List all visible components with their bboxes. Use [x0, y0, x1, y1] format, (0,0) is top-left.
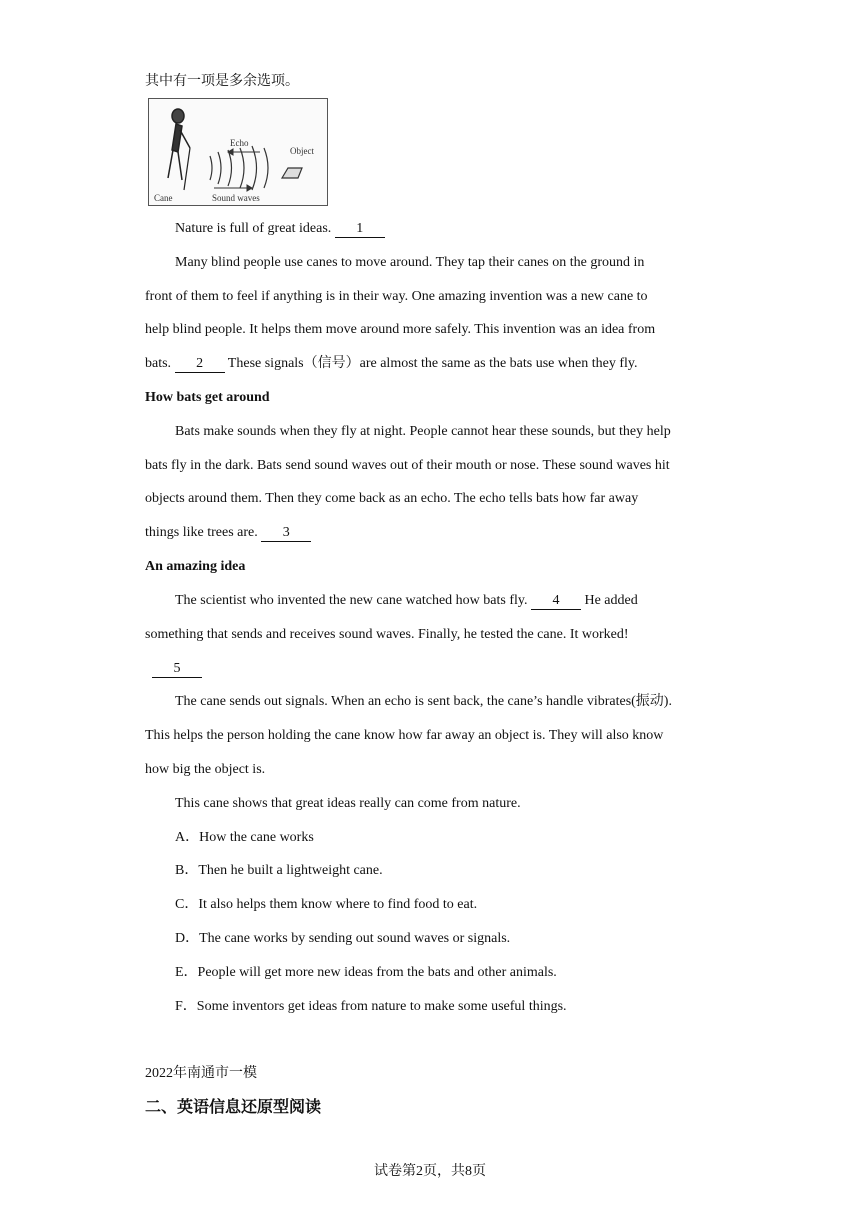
p2-line4 [145, 354, 637, 374]
p2-line4-end: These signals（信号）are almost the same as the bats use when they fly. [224, 356, 638, 371]
option-c: C．It also helps them know where to find food to eat. [175, 897, 478, 912]
blank-4: 4 [531, 593, 581, 610]
bat-cane-illustration [148, 98, 328, 206]
p4-line1-end: He added [580, 593, 638, 608]
option-f: F．Some inventors get ideas from nature to make some useful things. [175, 999, 567, 1014]
heading-how-bats-get-around: How bats get around [145, 390, 270, 405]
p2-line3: help blind people. It helps them move around more safely. This invention was an idea from [145, 322, 656, 337]
p1-text: Nature is full of great ideas. [175, 221, 335, 236]
object-label: Object [290, 146, 314, 156]
option-e: E．People will get more new ideas from the bats and other animals. [175, 965, 557, 980]
option-b: B．Then he built a lightweight cane. [175, 863, 383, 878]
p5-line2: This helps the person holding the cane know how far away an object is. They will also know [145, 728, 664, 743]
p3-line1: Bats make sounds when they fly at night. People cannot hear these sounds, but they help [175, 424, 671, 439]
blank-5-line [152, 659, 202, 679]
p5-line1: The cane sends out signals. When an echo is sent back, the cane’s handle vibrates(振动). [175, 694, 672, 709]
option-d: D．The cane works by sending out sound waves or signals. [175, 931, 511, 946]
intro-line: 其中有一项是多余选项。 [145, 74, 299, 89]
sound-waves-label: Sound waves [212, 193, 260, 203]
echo-label: Echo [230, 138, 249, 148]
blank-1: 1 [335, 221, 385, 238]
paragraph-1 [175, 219, 385, 239]
blank-2: 2 [175, 356, 225, 373]
p3-line4-start: things like trees are. [145, 525, 262, 540]
p4-line2: something that sends and receives sound waves. Finally, he tested the cane. It worked! [145, 627, 629, 642]
p3-line2: bats fly in the dark. Bats send sound waves out of their mouth or nose. These sound waves hit [145, 458, 670, 473]
p4-line1-start: The scientist who invented the new cane watched how bats fly. [175, 593, 531, 608]
p3-line3: objects around them. Then they come back as an echo. The echo tells bats how far away [145, 491, 639, 506]
p2-line1: Many blind people use canes to move around. They tap their canes on the ground in [175, 255, 645, 270]
source-note: 2022年南通市一模 [145, 1066, 257, 1081]
option-a: A．How the cane works [175, 830, 314, 845]
page-footer: 试卷第2页，共8页 [374, 1164, 486, 1179]
blank-3: 3 [261, 525, 311, 542]
cane-label: Cane [154, 193, 173, 203]
blank-5: 5 [152, 661, 202, 678]
p5-line3: how big the object is. [145, 762, 266, 777]
p4-line1 [175, 591, 638, 611]
p6: This cane shows that great ideas really can come from nature. [175, 796, 521, 811]
p2-line4-start: bats. [145, 356, 175, 371]
section-title: 二、英语信息还原型阅读 [145, 1097, 322, 1116]
heading-amazing-idea: An amazing idea [145, 559, 246, 574]
p3-line4 [145, 523, 311, 543]
p2-line2: front of them to feel if anything is in their way. One amazing invention was a new cane to [145, 289, 648, 304]
